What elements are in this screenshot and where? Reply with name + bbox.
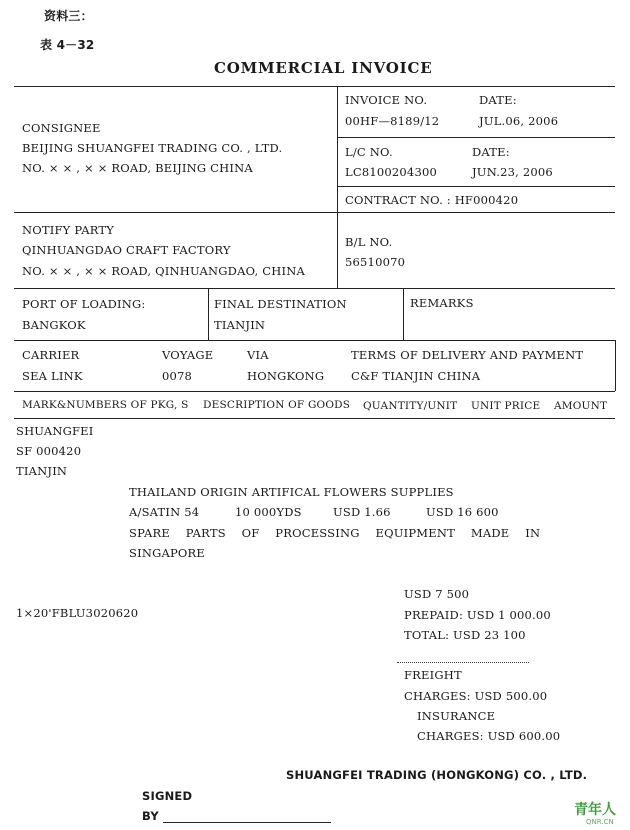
- frame-line: [14, 340, 615, 341]
- frame-line: [403, 288, 404, 340]
- voyage-label: VOYAGE: [162, 348, 214, 362]
- goods-title: THAILAND ORIGIN ARTIFICAL FLOWERS SUPPLIES: [129, 485, 454, 499]
- insurance-charges: CHARGES: USD 600.00: [417, 729, 561, 743]
- shipping-mark-line: SF 000420: [16, 444, 82, 458]
- column-header-quantity: QUANTITY/UNIT: [363, 400, 458, 412]
- column-header-amount: AMOUNT: [554, 400, 608, 412]
- consignee-label: CONSIGNEE: [22, 121, 101, 135]
- watermark-logo: 青年人: [574, 802, 616, 818]
- shipping-mark-line: SHUANGFEI: [16, 424, 94, 438]
- frame-line: [14, 288, 615, 289]
- shipping-mark-line: TIANJIN: [16, 464, 68, 478]
- frame-line: [14, 391, 615, 392]
- lc-no-value: LC8100204300: [345, 165, 438, 179]
- goods-amount: USD 16 600: [426, 505, 499, 519]
- invoice-date-label: DATE:: [479, 93, 517, 107]
- invoice-date-value: JUL.06, 2006: [479, 114, 559, 128]
- frame-line: [208, 288, 209, 340]
- bl-no-value: 56510070: [345, 255, 406, 269]
- final-destination-value: TIANJIN: [214, 318, 266, 332]
- dotted-separator: [397, 662, 529, 663]
- terms-label: TERMS OF DELIVERY AND PAYMENT: [351, 348, 584, 362]
- frame-line: [337, 137, 615, 138]
- contract-no: CONTRACT NO. : HF000420: [345, 193, 519, 207]
- goods-spare-parts-origin: SINGAPORE: [129, 546, 205, 560]
- bl-no-label: B/L NO.: [345, 235, 393, 249]
- notify-party-label: NOTIFY PARTY: [22, 223, 115, 237]
- freight-charges: CHARGES: USD 500.00: [404, 689, 548, 703]
- port-of-loading-value: BANGKOK: [22, 318, 86, 332]
- signature-company: SHUANGFEI TRADING (HONGKONG) CO. , LTD.: [286, 768, 588, 782]
- column-header-marks: MARK&NUMBERS OF PKG, S: [22, 399, 189, 411]
- invoice-no-value: 00HF—8189/12: [345, 114, 440, 128]
- freight-label: FREIGHT: [404, 668, 462, 682]
- carrier-value: SEA LINK: [22, 369, 83, 383]
- terms-value: C&F TIANJIN CHINA: [351, 369, 481, 383]
- container-number: 1×20'FBLU3020620: [16, 606, 139, 620]
- frame-line: [615, 340, 616, 391]
- lc-date-value: JUN.23, 2006: [472, 165, 553, 179]
- goods-spare-parts-line: SPARE PARTS OF PROCESSING EQUIPMENT MADE IN: [129, 526, 541, 540]
- by-label: BY: [142, 809, 159, 823]
- notify-party-name: QINHUANGDAO CRAFT FACTORY: [22, 243, 231, 257]
- prepaid-amount: PREPAID: USD 1 000.00: [404, 608, 551, 622]
- remarks-label: REMARKS: [410, 296, 474, 310]
- notify-party-address: NO. × × , × × ROAD, QINHUANGDAO, CHINA: [22, 264, 305, 278]
- consignee-name: BEIJING SHUANGFEI TRADING CO. , LTD.: [22, 141, 283, 155]
- watermark-site: QNR.CN: [586, 818, 614, 826]
- voyage-value: 0078: [162, 369, 193, 383]
- frame-line: [14, 86, 615, 87]
- via-value: HONGKONG: [247, 369, 325, 383]
- carrier-label: CARRIER: [22, 348, 80, 362]
- final-destination-label: FINAL DESTINATION: [214, 297, 347, 311]
- total-amount: TOTAL: USD 23 100: [404, 628, 526, 642]
- lc-date-label: DATE:: [472, 145, 510, 159]
- frame-line: [337, 86, 338, 288]
- column-header-unit-price: UNIT PRICE: [471, 400, 541, 412]
- goods-item-code: A/SATIN 54: [129, 505, 200, 519]
- amount-line: USD 7 500: [404, 587, 470, 601]
- via-label: VIA: [247, 348, 269, 362]
- goods-unit-price: USD 1.66: [333, 505, 391, 519]
- port-of-loading-label: PORT OF LOADING:: [22, 297, 146, 311]
- frame-line: [14, 418, 615, 419]
- frame-line: [14, 212, 615, 213]
- consignee-address: NO. × × , × × ROAD, BEIJING CHINA: [22, 161, 253, 175]
- material-label: 资料三：: [44, 9, 93, 23]
- signature-line: [163, 822, 331, 823]
- insurance-label: INSURANCE: [417, 709, 496, 723]
- column-header-description: DESCRIPTION OF GOODS: [203, 399, 351, 411]
- table-number: 表 4－32: [40, 38, 95, 52]
- invoice-no-label: INVOICE NO.: [345, 93, 428, 107]
- frame-line: [337, 186, 615, 187]
- signed-label: SIGNED: [142, 789, 193, 803]
- lc-no-label: L/C NO.: [345, 145, 393, 159]
- goods-quantity: 10 000YDS: [235, 505, 302, 519]
- page-title: COMMERCIAL INVOICE: [214, 59, 433, 77]
